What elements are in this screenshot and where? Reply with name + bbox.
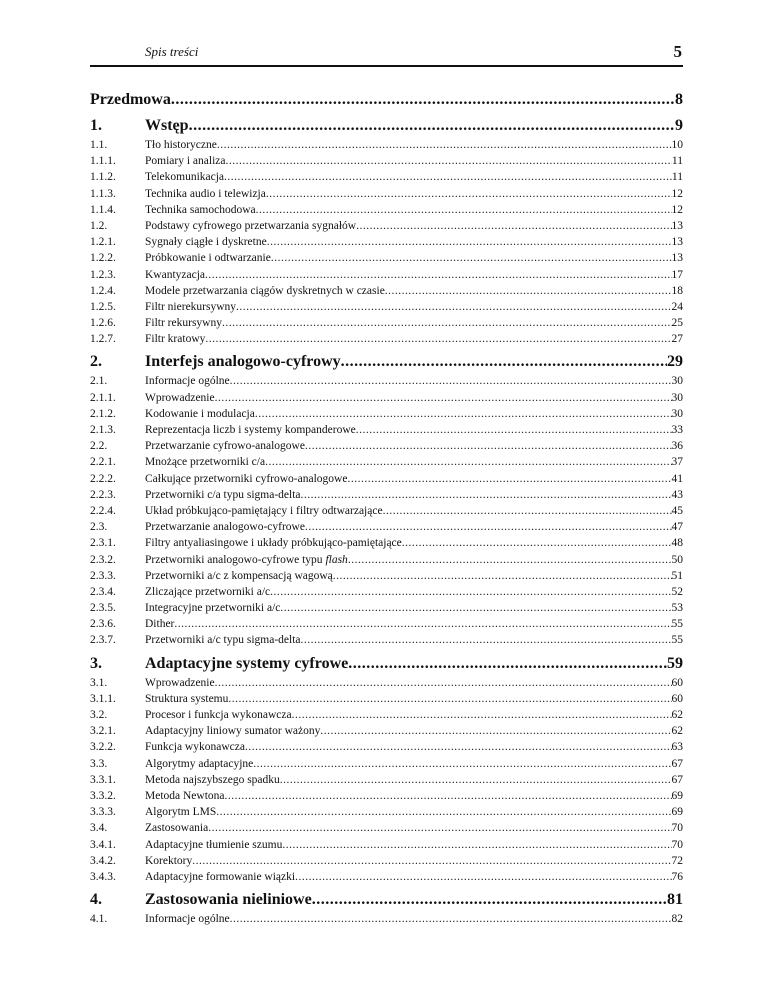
toc-entry-number: 3.2.	[90, 709, 108, 721]
toc-entry-title-text: Przetwarzanie analogowo-cyfrowe	[145, 521, 305, 534]
dot-leader	[192, 853, 671, 869]
toc-entry-title	[145, 422, 356, 438]
dot-leader	[225, 788, 672, 804]
dot-leader	[267, 234, 672, 250]
toc-section-entry[interactable]	[90, 804, 683, 820]
toc-section-entry[interactable]	[90, 169, 683, 185]
toc-entry-title-text: Metoda Newtona	[145, 789, 225, 802]
toc-entry-page: 76	[671, 870, 683, 883]
toc-entry-page: 48	[671, 537, 683, 550]
toc-chapter-entry[interactable]	[90, 653, 683, 675]
toc-entry-page: 69	[671, 789, 683, 802]
toc-entry-page: 30	[671, 391, 683, 404]
toc-entry-number: 1.2.1.	[90, 236, 116, 249]
dot-leader	[280, 772, 672, 788]
toc-entry-title-text: Zastosowania	[145, 822, 209, 835]
toc-entry-title	[145, 552, 348, 568]
toc-entry-page: 60	[671, 676, 683, 689]
toc-entry-title-text: Integracyjne przetworniki a/c	[145, 602, 281, 615]
toc-entry-number: 1.1.	[90, 139, 108, 151]
toc-section-entry[interactable]	[90, 911, 683, 927]
toc-entry-title: Wstęp	[145, 117, 189, 134]
toc-entry-page: 30	[671, 375, 683, 388]
toc-entry-number: 3.4.2.	[90, 854, 116, 867]
toc-section-entry[interactable]	[90, 739, 683, 755]
toc-section-entry[interactable]	[90, 600, 683, 616]
toc-section-entry[interactable]	[90, 153, 683, 169]
toc-section-entry[interactable]	[90, 675, 683, 691]
toc-entry-title-text: Informacje ogólne	[145, 375, 230, 388]
toc-entry-page: 62	[671, 709, 683, 721]
toc-entry-title-text: Zliczające przetworniki a/c	[145, 585, 271, 598]
toc-entry-page: 60	[671, 692, 683, 705]
toc-entry-page: 55	[671, 634, 683, 647]
toc-entry-page: 11	[671, 171, 683, 184]
toc-entry-title	[145, 820, 208, 836]
dot-leader	[217, 137, 672, 153]
dot-leader	[333, 568, 672, 584]
dot-leader	[215, 675, 672, 691]
toc-entry-title	[145, 675, 215, 691]
toc-entry-title-text: Algorytmy adaptacyjne	[145, 757, 254, 770]
toc-entry-page: 81	[667, 891, 683, 909]
toc-entry-title-emphasis: flash	[325, 553, 348, 566]
toc-entry-number: 3.4.3.	[90, 870, 116, 883]
toc-entry-title-text: Adaptacyjne tłumienie szumu	[145, 838, 283, 851]
toc-entry-title	[145, 568, 333, 584]
toc-entry-title	[145, 788, 225, 804]
toc-entry-number: 3.4.	[90, 822, 108, 835]
toc-entry-number: 2.	[90, 353, 102, 371]
toc-entry-title-text: Próbkowanie i odtwarzanie	[145, 252, 271, 265]
toc-entry-page: 55	[671, 618, 683, 631]
toc-chapter-entry[interactable]	[90, 889, 683, 911]
toc-entry-title: Przedmowa	[90, 91, 171, 108]
toc-section-entry[interactable]	[90, 283, 683, 299]
dot-leader	[385, 283, 672, 299]
toc-entry-title	[145, 218, 356, 234]
toc-entry-title	[145, 804, 216, 820]
dot-leader	[253, 756, 671, 772]
toc-entry-title	[145, 390, 215, 406]
toc-section-entry[interactable]	[90, 373, 683, 389]
dot-leader	[171, 89, 675, 111]
toc-entry-number: 1.2.5.	[90, 300, 116, 313]
toc-entry-page: 10	[671, 139, 683, 151]
toc-entry-title	[145, 691, 228, 707]
toc-section-entry[interactable]	[90, 820, 683, 836]
toc-entry-number: 1.2.7.	[90, 333, 116, 346]
toc-section-entry[interactable]	[90, 503, 683, 519]
toc-entry-number: 2.1.1.	[90, 391, 116, 404]
toc-entry-number: 2.3.5.	[90, 602, 116, 615]
toc-entry-number: 1.2.3.	[90, 268, 116, 281]
toc-entry-title	[145, 707, 292, 723]
toc-entry-number: 3.1.1.	[90, 692, 116, 705]
toc-entry-title-text: Filtr nierekursywny	[145, 300, 237, 313]
dot-leader	[305, 519, 672, 535]
dot-leader	[224, 169, 672, 185]
toc-entry-number: 3.4.1.	[90, 838, 116, 851]
toc-entry-page: 63	[671, 741, 683, 754]
toc-entry-number: 2.3.7.	[90, 634, 116, 647]
dot-leader	[215, 390, 672, 406]
dot-leader	[255, 406, 672, 422]
toc-section-entry[interactable]	[90, 137, 683, 153]
toc-entry-number: 2.2.4.	[90, 504, 116, 517]
dot-leader	[174, 616, 671, 632]
toc-entry-page: 67	[671, 773, 683, 786]
toc-entry-page: 25	[671, 317, 683, 330]
toc-entry-title	[145, 454, 265, 470]
toc-entry-title-text: Telekomunikacja	[145, 171, 225, 184]
toc-entry-number: 3.3.1.	[90, 773, 116, 786]
toc-entry-title	[145, 772, 280, 788]
toc-preface-entry[interactable]	[90, 89, 683, 111]
toc-entry-title	[145, 584, 270, 600]
toc-entry-title	[145, 331, 205, 347]
toc-entry-page: 18	[671, 284, 683, 297]
toc-entry-title	[145, 373, 230, 389]
toc-entry-title-text: Mnożące przetworniki c/a	[145, 456, 266, 469]
dot-leader	[356, 218, 671, 234]
toc-entry-page: 29	[667, 353, 683, 371]
dot-leader	[341, 351, 667, 373]
toc-entry-page: 62	[671, 725, 683, 738]
toc-entry-page: 52	[671, 585, 683, 598]
toc-entry-title-text: Wprowadzenie	[145, 676, 215, 689]
toc-entry-number: 1.	[90, 117, 102, 134]
toc-entry-page: 82	[671, 913, 683, 926]
toc-entry-title: Interfejs analogowo-cyfrowy	[145, 353, 341, 371]
toc-section-entry[interactable]	[90, 869, 683, 885]
toc-entry-number: 3.3.2.	[90, 789, 116, 802]
toc-entry-title	[145, 438, 305, 454]
toc-entry-number: 1.2.6.	[90, 317, 116, 330]
toc-entry-title-text: Technika audio i telewizja	[145, 187, 266, 200]
toc-entry-title	[145, 837, 282, 853]
dot-leader	[266, 186, 672, 202]
toc-entry-number: 1.2.4.	[90, 284, 116, 297]
toc-entry-number: 3.2.1.	[90, 725, 116, 738]
toc-entry-title	[145, 535, 402, 551]
toc-entry-page: 69	[671, 806, 683, 819]
toc-section-entry[interactable]	[90, 267, 683, 283]
dot-leader	[236, 299, 671, 315]
toc-entry-title-text: Korektory	[145, 854, 193, 867]
toc-entry-title-text: Układ próbkująco-pamiętający i filtry odtwarzające	[145, 504, 383, 517]
toc-entry-title-text: Struktura systemu	[145, 692, 229, 705]
toc-section-entry[interactable]	[90, 707, 683, 723]
toc-entry-number: 3.3.3.	[90, 806, 116, 819]
toc-entry-title	[145, 137, 217, 153]
toc-entry-number: 2.1.	[90, 375, 108, 388]
toc-entry-title-text: Informacje ogólne	[145, 913, 230, 926]
toc-entry-title-text: Całkujące przetworniki cyfrowo-analogowe	[145, 472, 348, 485]
toc-entry-title-text: Technika samochodowa	[145, 203, 256, 216]
toc-section-entry[interactable]	[90, 535, 683, 551]
toc-section-entry[interactable]	[90, 315, 683, 331]
toc-section-entry[interactable]	[90, 691, 683, 707]
dot-leader	[205, 331, 671, 347]
toc-section-entry[interactable]	[90, 487, 683, 503]
dot-leader	[348, 653, 667, 675]
toc-entry-title-text: Adaptacyjne formowanie wiązki	[145, 870, 296, 883]
toc-entry-page: 9	[675, 117, 683, 134]
toc-entry-title-text: Procesor i funkcja wykonawcza	[145, 709, 292, 721]
toc-section-entry[interactable]	[90, 837, 683, 853]
toc-section-entry[interactable]	[90, 552, 683, 568]
toc-entry-title-text: Podstawy cyfrowego przetwarzania sygnałów	[145, 219, 357, 232]
toc-entry-title-text: Adaptacyjny liniowy sumator ważony	[145, 725, 321, 738]
dot-leader	[312, 889, 667, 911]
toc-entry-number: 3.1.	[90, 676, 108, 689]
toc-entry-page: 45	[671, 504, 683, 517]
dot-leader	[301, 632, 672, 648]
toc-section-entry[interactable]	[90, 568, 683, 584]
toc-entry-title-text: Funkcja wykonawcza	[145, 741, 245, 754]
toc-section-entry[interactable]	[90, 422, 683, 438]
toc-entry-title	[145, 315, 222, 331]
dot-leader	[295, 869, 671, 885]
toc-section-entry[interactable]	[90, 772, 683, 788]
toc-section-entry[interactable]	[90, 406, 683, 422]
dot-leader	[205, 267, 671, 283]
toc-entry-page: 17	[671, 268, 683, 281]
toc-entry-title	[145, 471, 347, 487]
toc-chapter-entry[interactable]	[90, 115, 683, 137]
toc-entry-title-text: Sygnały ciągłe i dyskretne	[145, 236, 267, 249]
toc-entry-title	[145, 186, 266, 202]
dot-leader	[228, 691, 671, 707]
toc-entry-title	[145, 153, 225, 169]
toc-entry-number: 2.1.2.	[90, 407, 116, 420]
toc-entry-title	[145, 853, 192, 869]
dot-leader	[305, 438, 672, 454]
toc-entry-page: 30	[671, 407, 683, 420]
toc-entry-number: 2.2.	[90, 440, 108, 453]
toc-entry-page: 67	[671, 757, 683, 770]
dot-leader	[348, 552, 672, 568]
toc-entry-title-text: Modele przetwarzania ciągów dyskretnych w czasie	[145, 284, 385, 297]
toc-entry-title-text: Przetworniki c/a typu sigma-delta	[145, 488, 301, 501]
toc-entry-number: 1.1.1.	[90, 155, 116, 168]
toc-section-entry[interactable]	[90, 331, 683, 347]
dot-leader	[347, 471, 671, 487]
toc-section-entry[interactable]	[90, 632, 683, 648]
dot-leader	[245, 739, 672, 755]
toc-entry-page: 8	[675, 91, 683, 108]
dot-leader	[356, 422, 672, 438]
toc-entry-title-text: Przetwarzanie cyfrowo-analogowe	[145, 440, 305, 453]
toc-entry-page: 11	[671, 155, 683, 168]
toc-entry-title	[145, 299, 236, 315]
toc-section-entry[interactable]	[90, 471, 683, 487]
toc-entry-title	[145, 487, 301, 503]
dot-leader	[270, 584, 671, 600]
toc-entry-number: 1.2.	[90, 219, 108, 232]
toc-entry-page: 47	[671, 521, 683, 534]
toc-entry-page: 43	[671, 488, 683, 501]
dot-leader	[320, 723, 671, 739]
toc-section-entry[interactable]	[90, 723, 683, 739]
dot-leader	[271, 250, 672, 266]
toc-entry-page: 12	[671, 203, 683, 216]
toc-entry-number: 3.2.2.	[90, 741, 116, 754]
toc-entry-page: 13	[671, 236, 683, 249]
dot-leader	[189, 115, 675, 137]
toc-entry-number: 2.1.3.	[90, 424, 116, 436]
toc-entry-title	[145, 202, 256, 218]
dot-leader	[265, 454, 671, 470]
toc-entry-title-text: Reprezentacja liczb i systemy kompanderowe	[145, 424, 356, 436]
toc-entry-number: 2.2.3.	[90, 488, 116, 501]
toc-entry-title	[145, 756, 253, 772]
toc-entry-title	[145, 869, 295, 885]
toc-entry-number: 2.3.3.	[90, 569, 116, 582]
toc-entry-title: Adaptacyjne systemy cyfrowe	[145, 654, 349, 672]
dot-leader	[216, 804, 671, 820]
toc-entry-number: 2.3.1.	[90, 537, 116, 550]
toc-section-entry[interactable]	[90, 616, 683, 632]
toc-entry-title	[145, 406, 255, 422]
dot-leader	[225, 153, 671, 169]
toc-section-entry[interactable]	[90, 584, 683, 600]
toc-entry-title	[145, 911, 230, 927]
dot-leader	[383, 503, 672, 519]
toc-entry-title	[145, 267, 205, 283]
toc-entry-page: 53	[671, 602, 683, 615]
toc-entry-page: 72	[671, 854, 683, 867]
toc-section-entry[interactable]	[90, 250, 683, 266]
toc-entry-number: 3.3.	[90, 757, 108, 770]
toc-section-entry[interactable]	[90, 186, 683, 202]
toc-entry-title	[145, 503, 383, 519]
toc-entry-page: 12	[671, 187, 683, 200]
toc-entry-title-text: Metoda najszybszego spadku	[145, 773, 280, 786]
toc-entry-number: 1.2.2.	[90, 252, 116, 265]
toc-entry-page: 27	[671, 333, 683, 346]
toc-entry-title	[145, 519, 305, 535]
dot-leader	[208, 820, 671, 836]
toc-entry-number: 1.1.3.	[90, 187, 116, 200]
toc-entry-number: 3.	[90, 654, 102, 672]
toc-entry-title-text: Filtr kratowy	[145, 333, 206, 346]
dot-leader	[402, 535, 672, 551]
toc-entry-title-text: Pomiary i analiza	[145, 155, 226, 168]
toc-entry-number: 4.1.	[90, 913, 108, 926]
toc-section-entry[interactable]	[90, 853, 683, 869]
toc-entry-page: 70	[671, 838, 683, 851]
toc-entry-title	[145, 632, 301, 648]
toc-entry-page: 50	[671, 553, 683, 566]
toc-entry-number: 2.2.1.	[90, 456, 116, 469]
toc-entry-number: 1.1.4.	[90, 203, 116, 216]
dot-leader	[301, 487, 672, 503]
dot-leader	[282, 837, 671, 853]
toc-entry-title-text: Wprowadzenie	[145, 391, 215, 404]
dot-leader	[280, 600, 671, 616]
toc-section-entry[interactable]	[90, 202, 683, 218]
toc-entry-page: 13	[671, 252, 683, 265]
toc-section-entry[interactable]	[90, 788, 683, 804]
dot-leader	[292, 707, 672, 723]
toc-entry-title	[145, 723, 320, 739]
toc-entry-title	[145, 250, 271, 266]
toc-entry-page: 41	[671, 472, 683, 485]
toc-entry-title-text: Kwantyzacja	[145, 268, 206, 281]
toc-entry-title	[145, 616, 174, 632]
toc-entry-title	[145, 739, 245, 755]
dot-leader	[230, 373, 672, 389]
toc-section-entry[interactable]	[90, 299, 683, 315]
toc-section-entry[interactable]	[90, 438, 683, 454]
toc-entry-number: 2.3.2.	[90, 553, 116, 566]
toc-entry-title-text: Filtry antyaliasingowe i układy próbkująco-pamiętające	[145, 537, 402, 550]
toc-entry-page: 33	[671, 424, 683, 436]
toc-entry-page: 24	[671, 300, 683, 313]
toc-entry-title: Zastosowania nieliniowe	[145, 891, 312, 909]
toc-entry-title-text: Filtr rekursywny	[145, 317, 222, 330]
toc-entry-page: 51	[671, 569, 683, 582]
table-of-contents	[90, 89, 683, 927]
toc-entry-number: 1.1.2.	[90, 171, 116, 184]
toc-section-entry[interactable]	[90, 234, 683, 250]
toc-section-entry[interactable]	[90, 218, 683, 234]
page-number: 5	[673, 42, 682, 61]
toc-section-entry[interactable]	[90, 519, 683, 535]
dot-leader	[230, 911, 672, 927]
toc-entry-title	[145, 234, 267, 250]
toc-entry-page: 13	[671, 219, 683, 232]
toc-entry-page: 70	[671, 822, 683, 835]
toc-section-entry[interactable]	[90, 390, 683, 406]
toc-section-entry[interactable]	[90, 454, 683, 470]
toc-entry-page: 36	[671, 440, 683, 453]
dot-leader	[222, 315, 672, 331]
toc-chapter-entry[interactable]	[90, 351, 683, 373]
header-rule	[90, 65, 683, 67]
toc-entry-page: 59	[667, 654, 683, 672]
toc-entry-title	[145, 283, 385, 299]
toc-section-entry[interactable]	[90, 756, 683, 772]
toc-entry-title	[145, 600, 280, 616]
running-header-title: Spis treści	[145, 44, 199, 59]
toc-entry-title-text: Przetworniki a/c z kompensacją wagową	[145, 569, 333, 582]
toc-entry-page: 37	[671, 456, 683, 469]
toc-entry-title-text: Tło historyczne	[145, 139, 217, 151]
toc-entry-number: 2.3.6.	[90, 618, 116, 631]
toc-entry-title-text: Dither	[145, 618, 175, 631]
toc-entry-number: 4.	[90, 891, 102, 909]
toc-entry-number: 2.2.2.	[90, 472, 116, 485]
toc-entry-title-text: Przetworniki a/c typu sigma-delta	[145, 634, 301, 647]
dot-leader	[256, 202, 672, 218]
toc-entry-number: 2.3.	[90, 521, 108, 534]
toc-entry-title-text: Przetworniki analogowo-cyfrowe typu	[145, 553, 323, 566]
toc-entry-number: 2.3.4.	[90, 585, 116, 598]
toc-entry-title	[145, 169, 224, 185]
toc-entry-title-text: Kodowanie i modulacja	[145, 407, 255, 420]
toc-entry-title-text: Algorytm LMS	[145, 806, 217, 819]
